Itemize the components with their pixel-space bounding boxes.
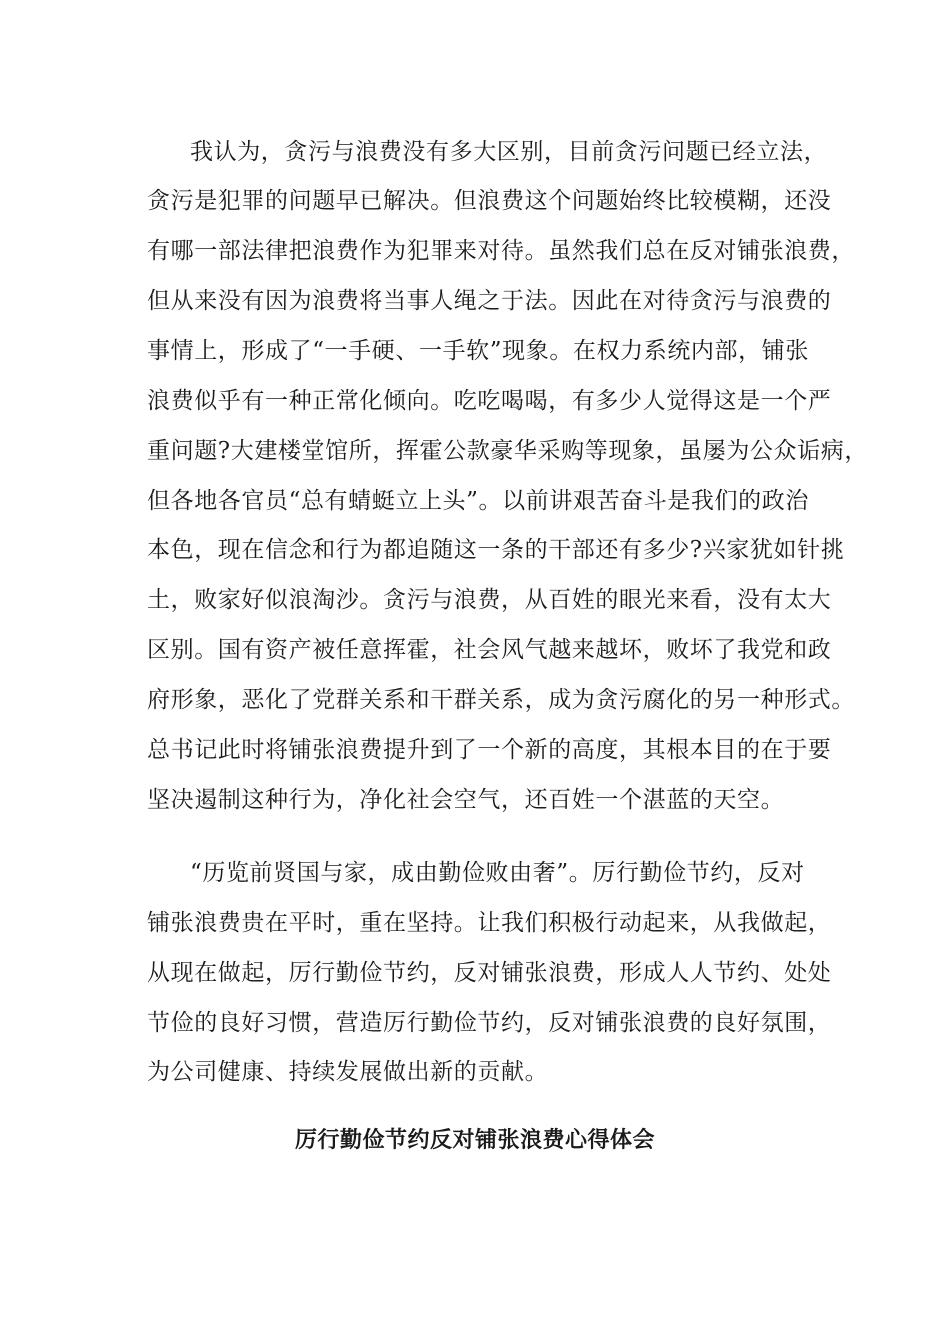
paragraph-2-line-1: “历览前贤国与家，成由勤俭败由奢”。厉行勤俭节约，反对: [190, 860, 805, 886]
paragraph-1-line-12: 府形象，恶化了党群关系和干群关系，成为贪污腐化的另一种形式。: [147, 687, 855, 713]
paragraph-1-line-1: 我认为，贪污与浪费没有多大区别，目前贪污问题已经立法，: [190, 139, 828, 165]
paragraph-1-line-9: 本色，现在信念和行为都追随这一条的干部还有多少?兴家犹如针挑: [147, 537, 845, 563]
paragraph-1-line-8: 但各地各官员“总有蜻蜓立上头”。以前讲艰苦奋斗是我们的政治: [147, 488, 809, 514]
paragraph-1-line-2: 贪污是犯罪的问题早已解决。但浪费这个问题始终比较模糊，还没: [147, 188, 832, 214]
paragraph-1-line-3: 有哪一部法律把浪费作为犯罪来对待。虽然我们总在反对铺张浪费，: [147, 238, 855, 264]
paragraph-2-line-3: 从现在做起，厉行勤俭节约，反对铺张浪费，形成人人节约、处处: [147, 960, 832, 986]
paragraph-2-line-2: 铺张浪费贵在平时，重在坚持。让我们积极行动起来，从我做起，: [147, 910, 832, 936]
paragraph-1-line-10: 土，败家好似浪淘沙。贪污与浪费，从百姓的眼光来看，没有太大: [147, 587, 832, 613]
section-heading: 厉行勤俭节约反对铺张浪费心得体会: [294, 1127, 655, 1153]
paragraph-2-line-4: 节俭的良好习惯，营造厉行勤俭节约，反对铺张浪费的良好氛围，: [147, 1010, 832, 1036]
paragraph-1-line-4: 但从来没有因为浪费将当事人绳之于法。因此在对待贪污与浪费的: [147, 288, 832, 314]
paragraph-1-line-7: 重问题?大建楼堂馆所，挥霍公款豪华采购等现象，虽屡为公众诟病，: [147, 438, 868, 464]
paragraph-1-line-6: 浪费似乎有一种正常化倾向。吃吃喝喝，有多少人觉得这是一个严: [147, 388, 832, 414]
paragraph-1-line-11: 区别。国有资产被任意挥霍，社会风气越来越坏，败坏了我党和政: [147, 637, 832, 663]
paragraph-2-line-5: 为公司健康、持续发展做出新的贡献。: [147, 1059, 549, 1085]
paragraph-1-line-13: 总书记此时将铺张浪费提升到了一个新的高度，其根本目的在于要: [147, 737, 832, 763]
paragraph-1-line-14: 坚决遏制这种行为，净化社会空气，还百姓一个湛蓝的天空。: [147, 787, 785, 813]
paragraph-1-line-5: 事情上，形成了“一手硬、一手软”现象。在权力系统内部，铺张: [147, 338, 809, 364]
